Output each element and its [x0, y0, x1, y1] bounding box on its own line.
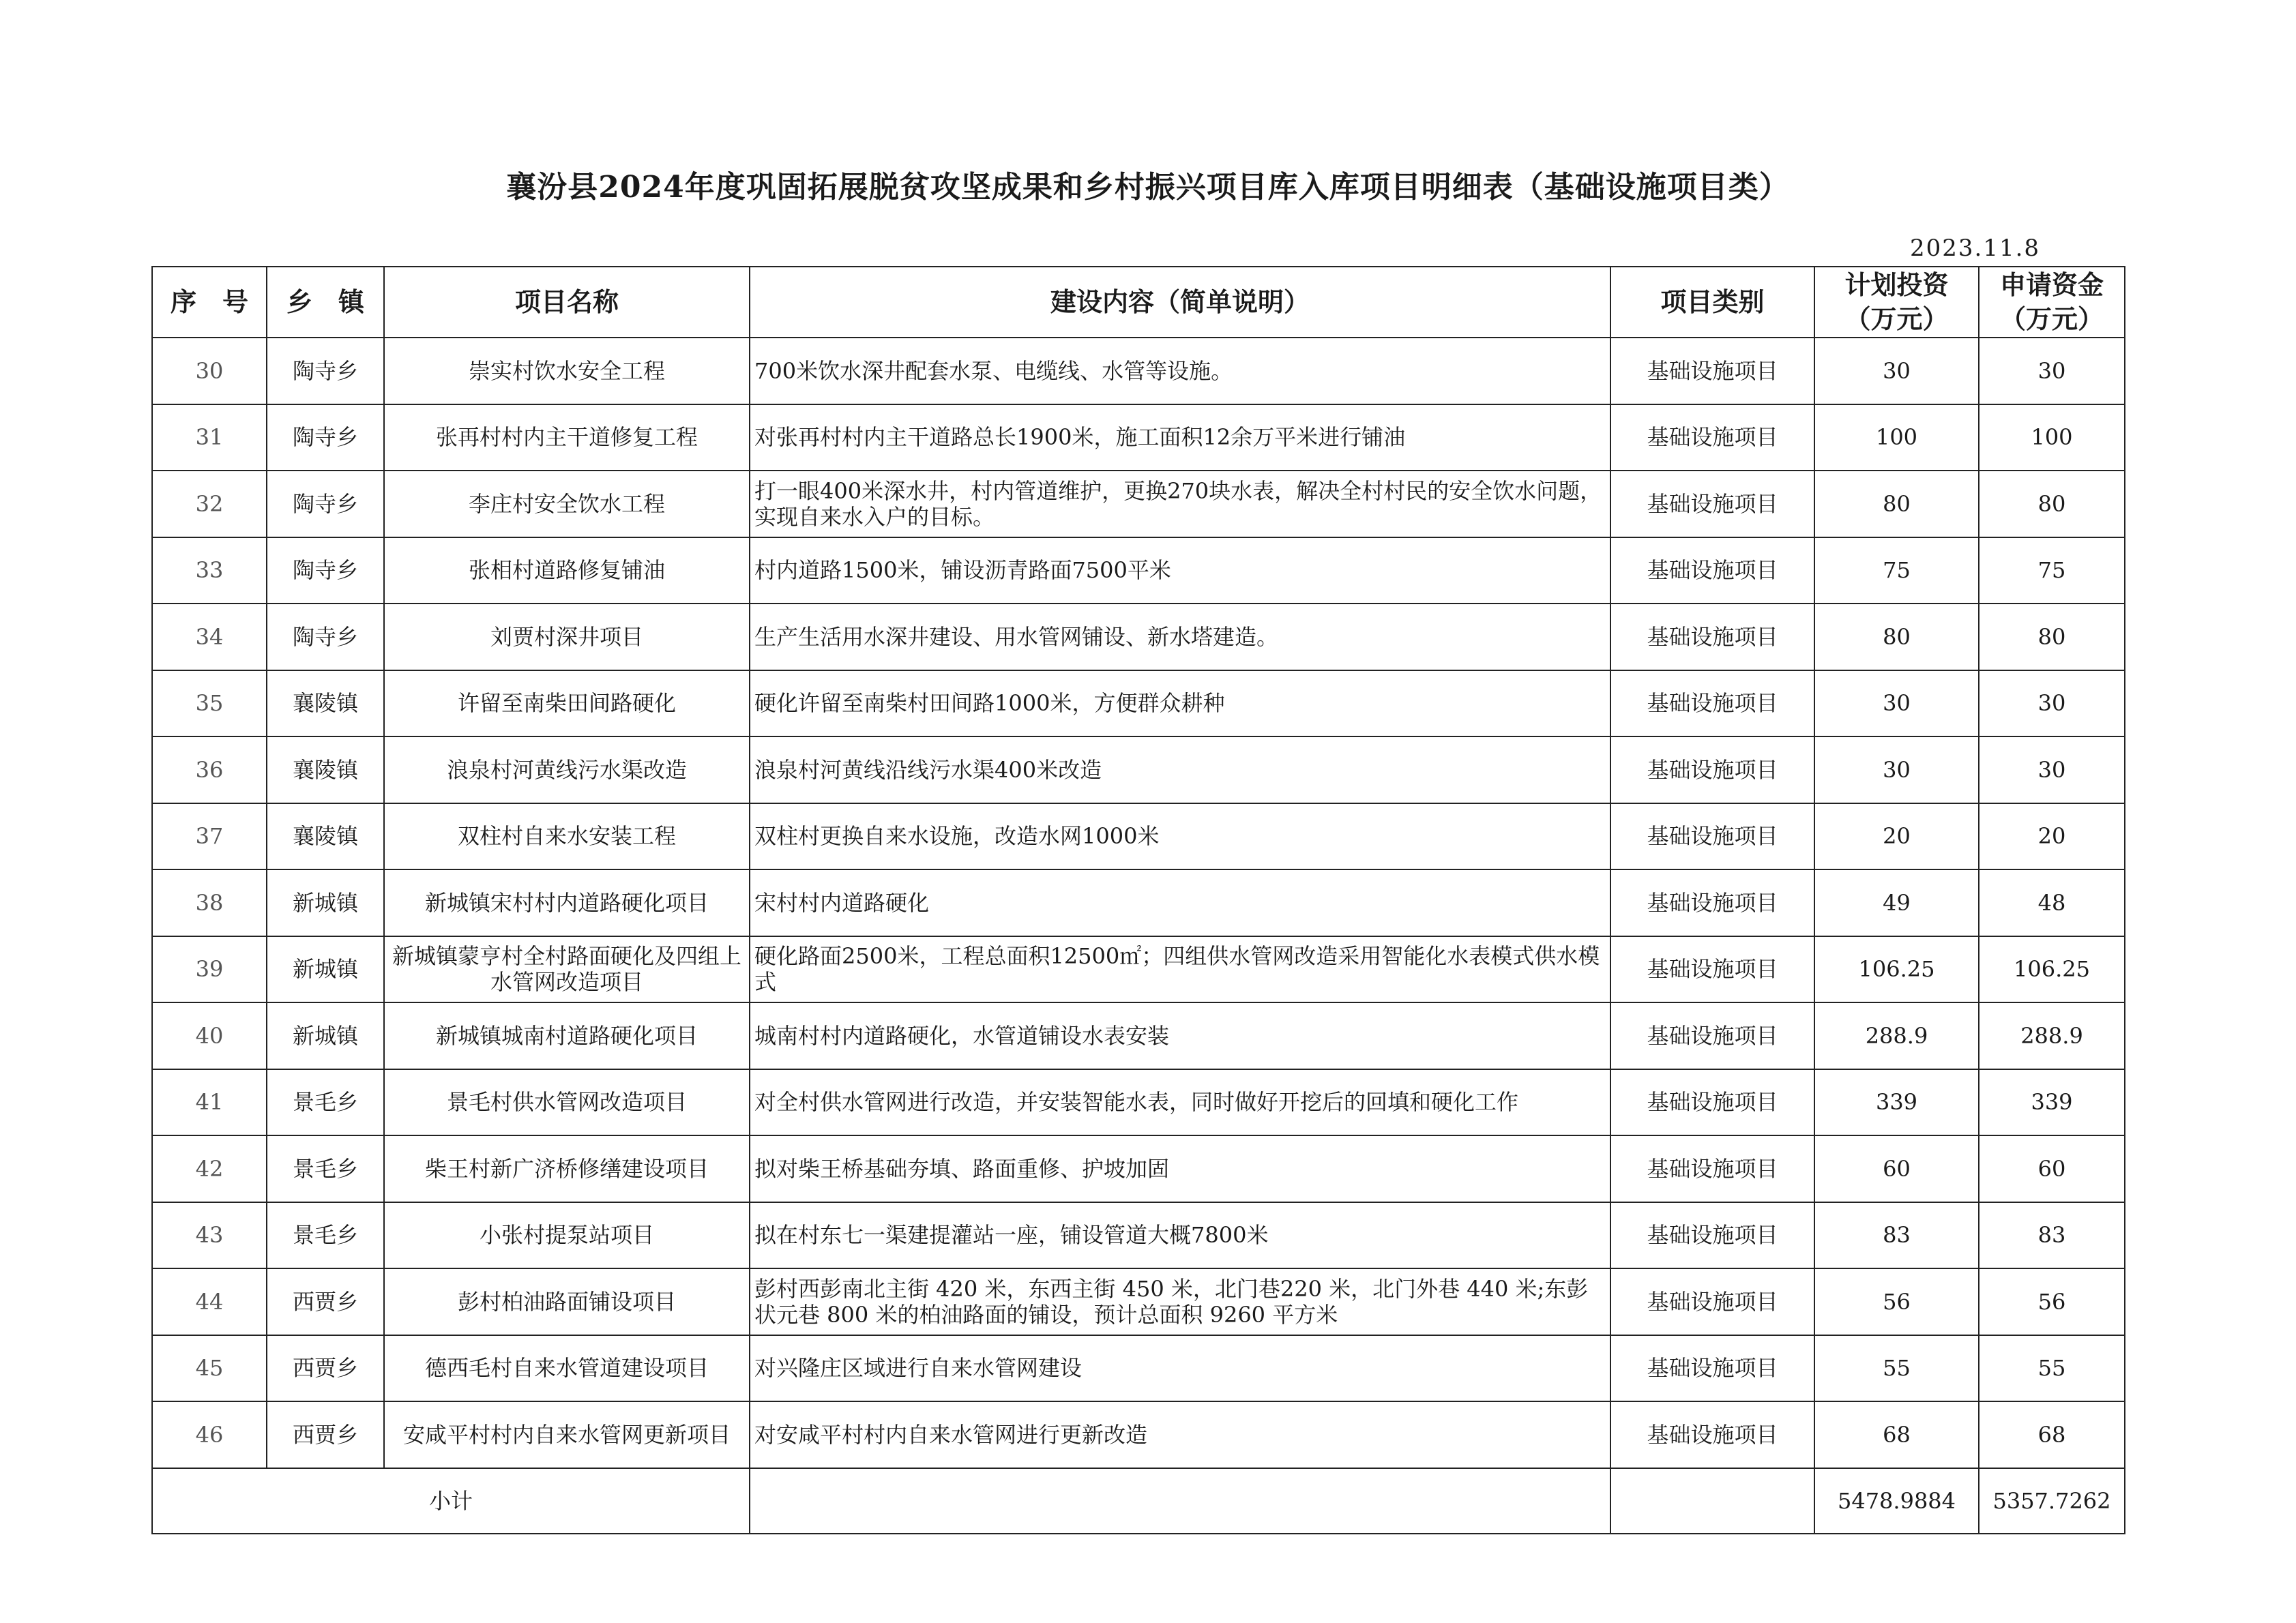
cell-applied-funds: 339	[1979, 1069, 2125, 1136]
document-date: 2023.11.8	[1910, 235, 2041, 262]
cell-applied-funds: 60	[1979, 1135, 2125, 1202]
cell-planned-investment: 68	[1814, 1401, 1979, 1468]
cell-project-name: 张相村道路修复铺油	[384, 537, 750, 604]
cell-no: 42	[152, 1135, 267, 1202]
cell-no: 34	[152, 604, 267, 670]
cell-project-type: 基础设施项目	[1610, 936, 1814, 1003]
cell-planned-investment: 106.25	[1814, 936, 1979, 1003]
table-row	[152, 338, 2125, 404]
table-row	[152, 869, 2125, 936]
cell-project-name: 新城镇城南村道路硬化项目	[384, 1002, 750, 1069]
cell-no: 33	[152, 537, 267, 604]
cell-project-name: 双柱村自来水安装工程	[384, 803, 750, 870]
table-header-row	[152, 267, 2125, 338]
cell-content: 拟对柴王桥基础夯填、路面重修、护坡加固	[750, 1135, 1610, 1202]
table-row	[152, 471, 2125, 537]
subtotal-applied: 5357.7262	[1979, 1468, 2125, 1534]
cell-applied-funds: 83	[1979, 1202, 2125, 1269]
table-body	[152, 338, 2125, 1468]
cell-project-type: 基础设施项目	[1610, 803, 1814, 870]
subtotal-row	[152, 1468, 2125, 1534]
header-no: 序 号	[152, 267, 267, 338]
cell-applied-funds: 80	[1979, 471, 2125, 537]
header-planned-investment: 计划投资（万元）	[1814, 267, 1979, 338]
cell-applied-funds: 20	[1979, 803, 2125, 870]
cell-content: 对兴隆庄区域进行自来水管网建设	[750, 1335, 1610, 1402]
cell-project-name: 景毛村供水管网改造项目	[384, 1069, 750, 1136]
cell-no: 30	[152, 338, 267, 404]
cell-content: 对张再村村内主干道路总长1900米，施工面积12余万平米进行铺油	[750, 404, 1610, 471]
table-row	[152, 1202, 2125, 1269]
cell-planned-investment: 55	[1814, 1335, 1979, 1402]
cell-town: 襄陵镇	[267, 670, 384, 737]
cell-content: 对安咸平村村内自来水管网进行更新改造	[750, 1401, 1610, 1468]
cell-project-name: 刘贾村深井项目	[384, 604, 750, 670]
cell-planned-investment: 339	[1814, 1069, 1979, 1136]
table-row	[152, 404, 2125, 471]
cell-content: 彭村西彭南北主街 420 米，东西主街 450 米，北门巷220 米，北门外巷 440 米;东彭状元巷 800 米的柏油路面的铺设，预计总面积 9260 平方米	[750, 1268, 1610, 1335]
cell-applied-funds: 288.9	[1979, 1002, 2125, 1069]
cell-planned-investment: 56	[1814, 1268, 1979, 1335]
cell-no: 41	[152, 1069, 267, 1136]
cell-project-type: 基础设施项目	[1610, 338, 1814, 404]
cell-planned-investment: 30	[1814, 338, 1979, 404]
header-applied-funds: 申请资金（万元）	[1979, 267, 2125, 338]
cell-town: 景毛乡	[267, 1202, 384, 1269]
cell-applied-funds: 56	[1979, 1268, 2125, 1335]
cell-project-name: 德西毛村自来水管道建设项目	[384, 1335, 750, 1402]
cell-content: 700米饮水深井配套水泵、电缆线、水管等设施。	[750, 338, 1610, 404]
cell-project-name: 许留至南柴田间路硬化	[384, 670, 750, 737]
cell-project-type: 基础设施项目	[1610, 670, 1814, 737]
cell-applied-funds: 30	[1979, 338, 2125, 404]
cell-project-name: 新城镇宋村村内道路硬化项目	[384, 869, 750, 936]
cell-applied-funds: 30	[1979, 670, 2125, 737]
cell-project-type: 基础设施项目	[1610, 404, 1814, 471]
cell-planned-investment: 100	[1814, 404, 1979, 471]
subtotal-label: 小计	[152, 1468, 750, 1534]
cell-applied-funds: 100	[1979, 404, 2125, 471]
table-row	[152, 936, 2125, 1003]
cell-no: 39	[152, 936, 267, 1003]
cell-applied-funds: 68	[1979, 1401, 2125, 1468]
subtotal-empty-cell	[1610, 1468, 1814, 1534]
cell-project-type: 基础设施项目	[1610, 1135, 1814, 1202]
cell-no: 45	[152, 1335, 267, 1402]
cell-town: 襄陵镇	[267, 736, 384, 803]
cell-content: 对全村供水管网进行改造，并安装智能水表，同时做好开挖后的回填和硬化工作	[750, 1069, 1610, 1136]
cell-content: 打一眼400米深水井，村内管道维护，更换270块水表，解决全村村民的安全饮水问题，实现自来水入户的目标。	[750, 471, 1610, 537]
cell-town: 西贾乡	[267, 1335, 384, 1402]
cell-no: 32	[152, 471, 267, 537]
cell-no: 35	[152, 670, 267, 737]
cell-project-type: 基础设施项目	[1610, 1002, 1814, 1069]
cell-planned-investment: 30	[1814, 670, 1979, 737]
cell-project-name: 小张村提泵站项目	[384, 1202, 750, 1269]
cell-project-name: 柴王村新广济桥修缮建设项目	[384, 1135, 750, 1202]
table-row	[152, 803, 2125, 870]
cell-town: 西贾乡	[267, 1268, 384, 1335]
cell-town: 新城镇	[267, 1002, 384, 1069]
subtotal-planned: 5478.9884	[1814, 1468, 1979, 1534]
cell-content: 硬化许留至南柴村田间路1000米，方便群众耕种	[750, 670, 1610, 737]
cell-project-type: 基础设施项目	[1610, 604, 1814, 670]
cell-content: 生产生活用水深井建设、用水管网铺设、新水塔建造。	[750, 604, 1610, 670]
cell-project-type: 基础设施项目	[1610, 1335, 1814, 1402]
cell-planned-investment: 20	[1814, 803, 1979, 870]
cell-project-type: 基础设施项目	[1610, 736, 1814, 803]
cell-project-type: 基础设施项目	[1610, 1268, 1814, 1335]
cell-applied-funds: 48	[1979, 869, 2125, 936]
table-row	[152, 1268, 2125, 1335]
cell-town: 陶寺乡	[267, 471, 384, 537]
cell-town: 景毛乡	[267, 1135, 384, 1202]
cell-town: 陶寺乡	[267, 537, 384, 604]
cell-project-name: 浪泉村河黄线污水渠改造	[384, 736, 750, 803]
cell-content: 浪泉村河黄线沿线污水渠400米改造	[750, 736, 1610, 803]
cell-project-type: 基础设施项目	[1610, 1401, 1814, 1468]
table-row	[152, 1069, 2125, 1136]
cell-planned-investment: 30	[1814, 736, 1979, 803]
cell-project-name: 崇实村饮水安全工程	[384, 338, 750, 404]
table-row	[152, 670, 2125, 737]
cell-applied-funds: 75	[1979, 537, 2125, 604]
cell-project-name: 张再村村内主干道修复工程	[384, 404, 750, 471]
cell-town: 景毛乡	[267, 1069, 384, 1136]
cell-town: 陶寺乡	[267, 604, 384, 670]
cell-no: 46	[152, 1401, 267, 1468]
table-row	[152, 537, 2125, 604]
header-project-name: 项目名称	[384, 267, 750, 338]
cell-applied-funds: 80	[1979, 604, 2125, 670]
cell-content: 双柱村更换自来水设施，改造水网1000米	[750, 803, 1610, 870]
cell-content: 城南村村内道路硬化，水管道铺设水表安装	[750, 1002, 1610, 1069]
cell-project-type: 基础设施项目	[1610, 537, 1814, 604]
cell-project-type: 基础设施项目	[1610, 471, 1814, 537]
cell-project-name: 李庄村安全饮水工程	[384, 471, 750, 537]
subtotal-empty-cell	[750, 1468, 1610, 1534]
table-row	[152, 604, 2125, 670]
cell-project-name: 新城镇蒙亨村全村路面硬化及四组上水管网改造项目	[384, 936, 750, 1003]
cell-no: 44	[152, 1268, 267, 1335]
cell-content: 宋村村内道路硬化	[750, 869, 1610, 936]
cell-town: 新城镇	[267, 936, 384, 1003]
cell-town: 新城镇	[267, 869, 384, 936]
cell-planned-investment: 83	[1814, 1202, 1979, 1269]
cell-town: 襄陵镇	[267, 803, 384, 870]
cell-no: 37	[152, 803, 267, 870]
cell-planned-investment: 80	[1814, 604, 1979, 670]
table-row	[152, 1135, 2125, 1202]
cell-planned-investment: 60	[1814, 1135, 1979, 1202]
header-content: 建设内容（简单说明）	[750, 267, 1610, 338]
cell-town: 陶寺乡	[267, 338, 384, 404]
cell-applied-funds: 106.25	[1979, 936, 2125, 1003]
table-row	[152, 1401, 2125, 1468]
table-row	[152, 736, 2125, 803]
document-title: 襄汾县2024年度巩固拓展脱贫攻坚成果和乡村振兴项目库入库项目明细表（基础设施项目类）	[506, 170, 1790, 205]
cell-town: 陶寺乡	[267, 404, 384, 471]
cell-no: 43	[152, 1202, 267, 1269]
cell-project-name: 安咸平村村内自来水管网更新项目	[384, 1401, 750, 1468]
table-row	[152, 1002, 2125, 1069]
cell-content: 拟在村东七一渠建提灌站一座，铺设管道大概7800米	[750, 1202, 1610, 1269]
cell-planned-investment: 80	[1814, 471, 1979, 537]
cell-no: 40	[152, 1002, 267, 1069]
cell-applied-funds: 55	[1979, 1335, 2125, 1402]
table-row	[152, 1335, 2125, 1402]
header-project-type: 项目类别	[1610, 267, 1814, 338]
cell-town: 西贾乡	[267, 1401, 384, 1468]
cell-project-type: 基础设施项目	[1610, 1069, 1814, 1136]
cell-content: 村内道路1500米，铺设沥青路面7500平米	[750, 537, 1610, 604]
cell-project-type: 基础设施项目	[1610, 869, 1814, 936]
project-table	[151, 266, 2125, 1534]
cell-planned-investment: 49	[1814, 869, 1979, 936]
header-town: 乡 镇	[267, 267, 384, 338]
cell-project-type: 基础设施项目	[1610, 1202, 1814, 1269]
cell-project-name: 彭村柏油路面铺设项目	[384, 1268, 750, 1335]
cell-no: 31	[152, 404, 267, 471]
cell-applied-funds: 30	[1979, 736, 2125, 803]
cell-planned-investment: 75	[1814, 537, 1979, 604]
cell-no: 36	[152, 736, 267, 803]
cell-no: 38	[152, 869, 267, 936]
cell-planned-investment: 288.9	[1814, 1002, 1979, 1069]
cell-content: 硬化路面2500米，工程总面积12500㎡；四组供水管网改造采用智能化水表模式供水模式	[750, 936, 1610, 1003]
